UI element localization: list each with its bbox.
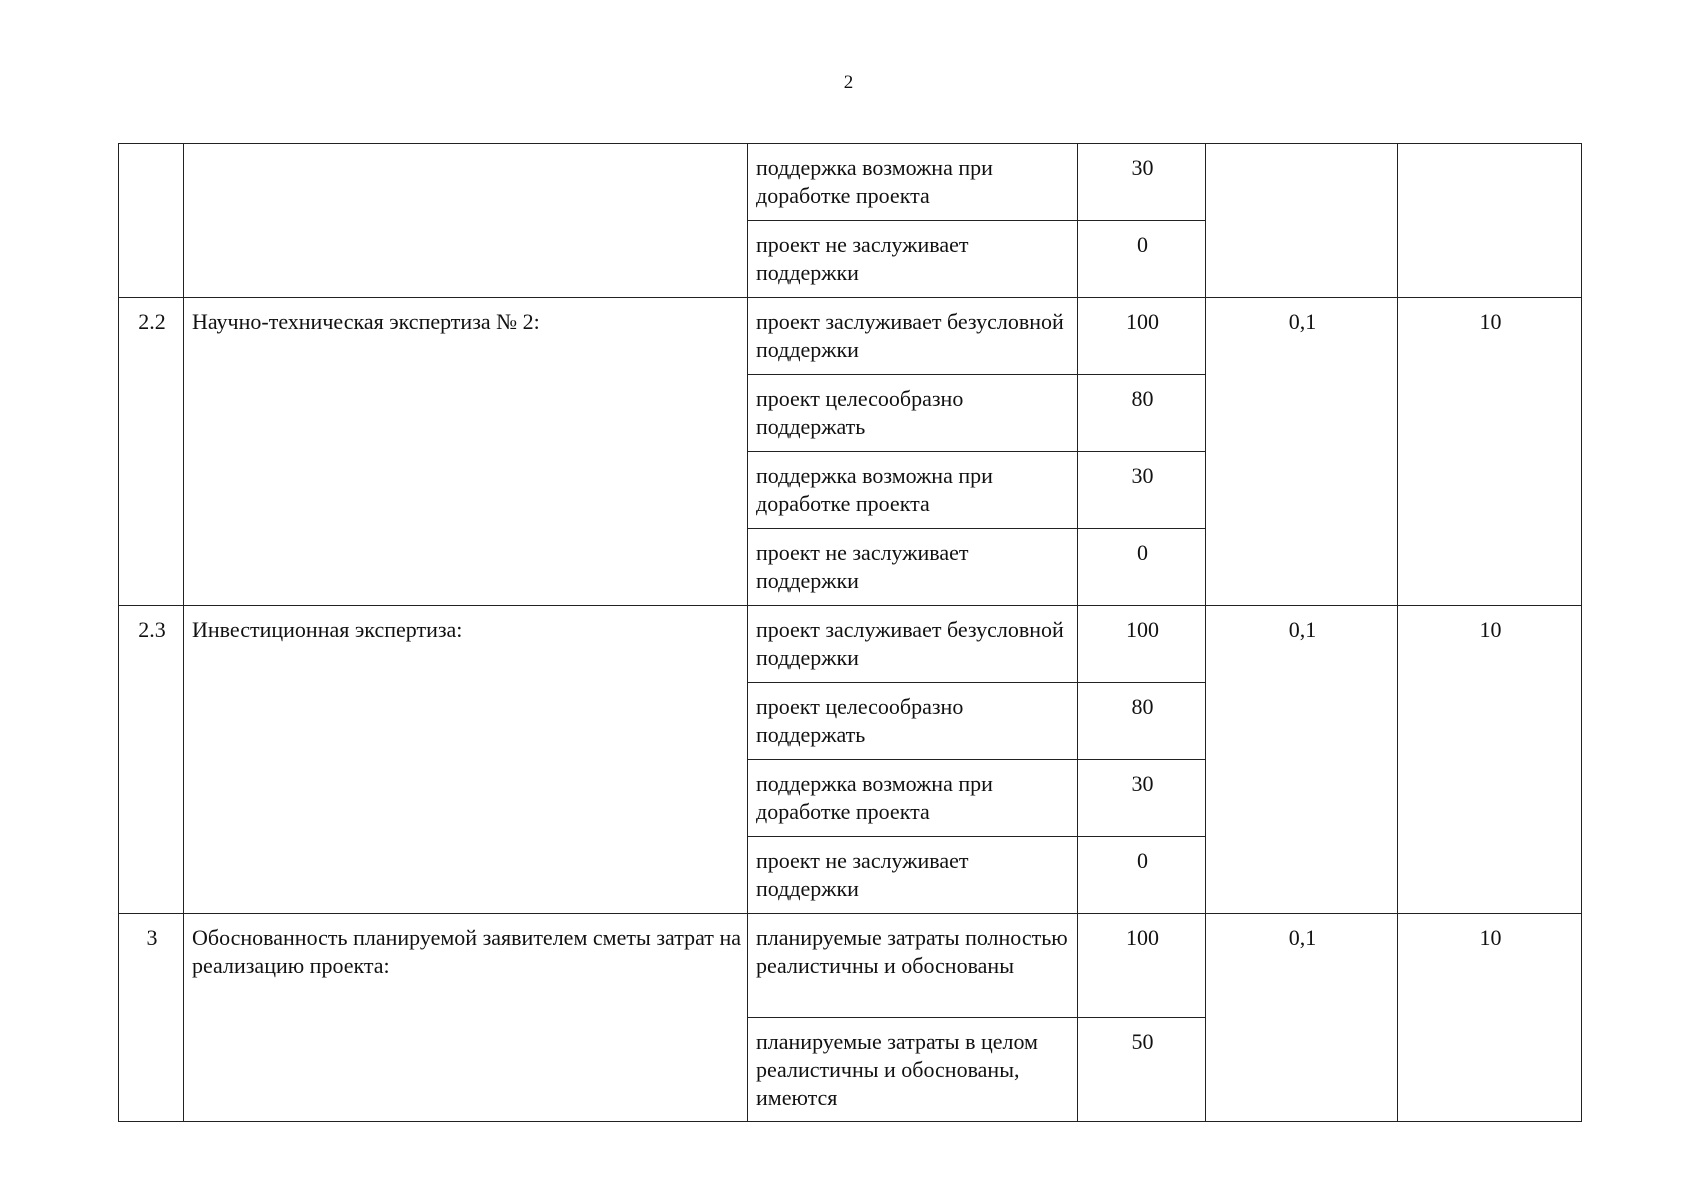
page-number: 2 <box>843 72 854 93</box>
criterion-name: Научно-техническая экспертиза № 2: <box>184 298 748 606</box>
option-text: проект не заслуживает поддержки <box>748 837 1078 914</box>
evaluation-table <box>118 143 1582 1122</box>
option-text: проект не заслуживает поддержки <box>748 221 1078 298</box>
option-score: 0 <box>1078 837 1206 914</box>
criterion-weight: 0,1 <box>1206 606 1398 914</box>
option-text: проект не заслуживает поддержки <box>748 529 1078 606</box>
option-text: планируемые затраты в целом реалистичны и обоснованы, имеются <box>748 1018 1078 1122</box>
option-score: 30 <box>1078 760 1206 837</box>
criterion-weight: 0,1 <box>1206 914 1398 1122</box>
option-text: поддержка возможна при доработке проекта <box>748 760 1078 837</box>
option-score: 50 <box>1078 1018 1206 1122</box>
cell-criterion <box>184 144 748 298</box>
table-row <box>119 606 1582 683</box>
option-text: проект заслуживает безусловной поддержки <box>748 298 1078 375</box>
cell-num <box>119 144 184 298</box>
option-score: 0 <box>1078 529 1206 606</box>
option-score: 80 <box>1078 375 1206 452</box>
table-row <box>119 914 1582 1018</box>
option-text: проект целесообразно поддержать <box>748 683 1078 760</box>
criterion-weight: 0,1 <box>1206 298 1398 606</box>
option-score: 30 <box>1078 144 1206 221</box>
cell-total <box>1398 144 1582 298</box>
criterion-number: 3 <box>119 914 184 1122</box>
option-score: 100 <box>1078 606 1206 683</box>
option-score: 100 <box>1078 914 1206 1018</box>
criterion-name: Обоснованность планируемой заявителем сметы затрат на реализацию проекта: <box>184 914 748 1122</box>
criterion-number: 2.2 <box>119 298 184 606</box>
criterion-total: 10 <box>1398 606 1582 914</box>
option-score: 100 <box>1078 298 1206 375</box>
criterion-name: Инвестиционная экспертиза: <box>184 606 748 914</box>
criterion-total: 10 <box>1398 914 1582 1122</box>
option-text: проект заслуживает безусловной поддержки <box>748 606 1078 683</box>
option-score: 0 <box>1078 221 1206 298</box>
table-row <box>119 144 1582 221</box>
criterion-number: 2.3 <box>119 606 184 914</box>
option-text: проект целесообразно поддержать <box>748 375 1078 452</box>
criterion-total: 10 <box>1398 298 1582 606</box>
option-score: 30 <box>1078 452 1206 529</box>
table-row <box>119 298 1582 375</box>
cell-weight <box>1206 144 1398 298</box>
option-text: поддержка возможна при доработке проекта <box>748 144 1078 221</box>
option-score: 80 <box>1078 683 1206 760</box>
option-text: поддержка возможна при доработке проекта <box>748 452 1078 529</box>
option-text: планируемые затраты полностью реалистичны и обоснованы <box>748 914 1078 1018</box>
